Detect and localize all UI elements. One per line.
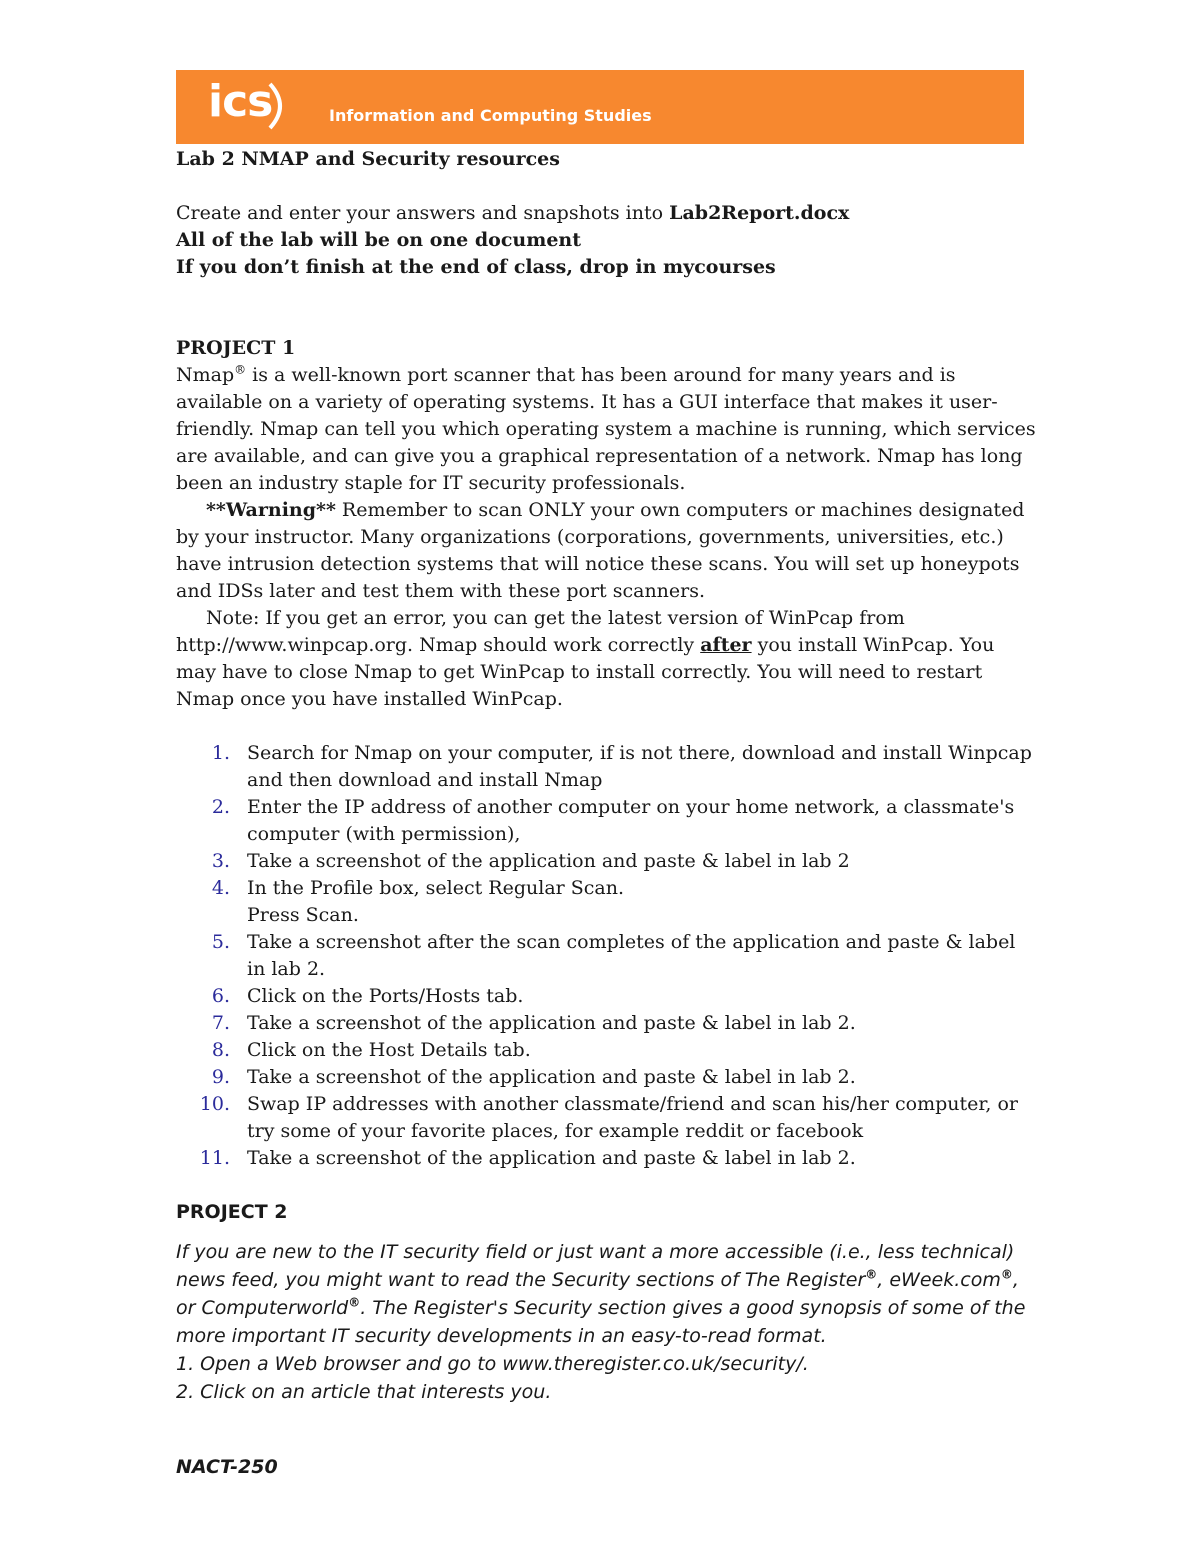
project2-para bbox=[176, 1238, 1036, 1406]
list-item bbox=[176, 1037, 1036, 1064]
intro-line-1 bbox=[176, 200, 1036, 227]
step-text: Take a screenshot after the scan completes of the application and paste & label in lab 2. bbox=[247, 931, 1016, 980]
registered-mark: ® bbox=[1000, 1267, 1013, 1282]
step-text: Click on the Host Details tab. bbox=[247, 1039, 531, 1061]
note-pre: Note: If you get an error, you can get the latest version of WinPcap from http://www.winpcap.org. Nmap should work correctly bbox=[176, 607, 905, 656]
step-number: 10. bbox=[199, 1093, 230, 1115]
nmap-word: Nmap bbox=[176, 364, 235, 386]
registered-mark: ® bbox=[234, 362, 247, 377]
intro-line-3: If you don’t finish at the end of class, drop in mycourses bbox=[176, 256, 776, 278]
header-banner bbox=[176, 70, 1024, 144]
list-item bbox=[176, 1091, 1036, 1145]
banner-title: Information and Computing Studies bbox=[329, 106, 652, 125]
list-item bbox=[176, 1145, 1036, 1172]
step-text: Take a screenshot of the application and paste & label in lab 2. bbox=[247, 1012, 856, 1034]
p2-text-a: If you are new to the IT security field or just want a more accessible (i.e., less technical) news feed, you might want to read the Security sections of The Register bbox=[176, 1241, 1015, 1291]
warning-text: Remember to scan ONLY your own computers or machines designated by your instructor. Many organizations (corporations, governments, universities, etc.) have intrusion detection systems that will notice these scans. You will set up honeypots and IDSs later and test them with these port scanners. bbox=[176, 499, 1025, 602]
project1-para-1 bbox=[176, 362, 1036, 497]
document-body bbox=[176, 146, 1036, 1406]
registered-mark: ® bbox=[348, 1295, 361, 1310]
list-item bbox=[176, 1010, 1036, 1037]
list-item bbox=[176, 794, 1036, 848]
p2-text-c: , or Computerworld bbox=[176, 1269, 1019, 1319]
step-text: Swap IP addresses with another classmate/friend and scan his/her computer, or try some of your favorite places, for example reddit or facebook bbox=[247, 1093, 1018, 1142]
step-text: Click on the Ports/Hosts tab. bbox=[247, 985, 524, 1007]
p2-text-b: , eWeek.com bbox=[877, 1269, 1001, 1291]
p2-text-d: . The Register's Security section gives a good synopsis of some of the more important IT security developments in an easy-to-read format. bbox=[176, 1297, 1026, 1347]
intro-text: Create and enter your answers and snapshots into bbox=[176, 202, 670, 224]
step-text: Take a screenshot of the application and paste & label in lab 2. bbox=[247, 1147, 856, 1169]
step-number: 5. bbox=[211, 931, 230, 953]
step-number: 7. bbox=[211, 1012, 230, 1034]
para1-text: is a well-known port scanner that has been around for many years and is available on a variety of operating systems. It has a GUI interface that makes it user-friendly. Nmap can tell you which operating system a machine is running, which services are available, and can give you a graphical representation of a network. Nmap has long been an industry staple for IT security professionals. bbox=[176, 364, 1036, 494]
list-item bbox=[176, 929, 1036, 983]
project2-heading: PROJECT 2 bbox=[176, 1201, 288, 1223]
step-number: 4. bbox=[211, 877, 230, 899]
list-item bbox=[176, 740, 1036, 794]
lab-title: Lab 2 NMAP and Security resources bbox=[176, 148, 560, 170]
step-text: Search for Nmap on your computer, if is not there, download and install Winpcap and then download and install Nmap bbox=[247, 742, 1032, 791]
step-number: 8. bbox=[211, 1039, 230, 1061]
step-text: Take a screenshot of the application and paste & label in lab 2. bbox=[247, 1066, 856, 1088]
list-item bbox=[176, 983, 1036, 1010]
step-text: In the Profile box, select Regular Scan. bbox=[247, 877, 625, 899]
warning-label: **Warning** bbox=[206, 499, 336, 521]
report-filename: Lab2Report.docx bbox=[669, 202, 850, 224]
step-number: 2. bbox=[211, 796, 230, 818]
footer-course-code: NACT-250 bbox=[176, 1456, 278, 1478]
step-text: Enter the IP address of another computer on your home network, a classmate's computer (with permission), bbox=[247, 796, 1015, 845]
list-item bbox=[176, 1064, 1036, 1091]
step-text: Take a screenshot of the application and paste & label in lab 2 bbox=[247, 850, 850, 872]
warning-para bbox=[176, 497, 1036, 605]
note-para bbox=[176, 605, 1036, 713]
note-post: you install WinPcap. You may have to close Nmap to get WinPcap to install correctly. You will need to restart Nmap once you have installed WinPcap. bbox=[176, 634, 995, 710]
list-item bbox=[176, 848, 1036, 875]
step-number: 3. bbox=[211, 850, 230, 872]
registered-mark: ® bbox=[865, 1267, 878, 1282]
note-after: after bbox=[700, 634, 752, 656]
step-number: 1. bbox=[211, 742, 230, 764]
ics-logo-text: ics bbox=[208, 76, 273, 127]
step-number: 9. bbox=[211, 1066, 230, 1088]
list-item bbox=[176, 875, 1036, 929]
step-number: 11. bbox=[199, 1147, 230, 1169]
step-number: 6. bbox=[211, 985, 230, 1007]
intro-line-2: All of the lab will be on one document bbox=[176, 229, 582, 251]
project1-heading: PROJECT 1 bbox=[176, 337, 296, 359]
step-text-2: Press Scan. bbox=[247, 904, 359, 926]
project1-steps bbox=[176, 740, 1036, 1172]
p2-step-2: 2. Click on an article that interests you. bbox=[176, 1381, 552, 1403]
p2-step-1: 1. Open a Web browser and go to www.theregister.co.uk/security/. bbox=[176, 1353, 809, 1375]
